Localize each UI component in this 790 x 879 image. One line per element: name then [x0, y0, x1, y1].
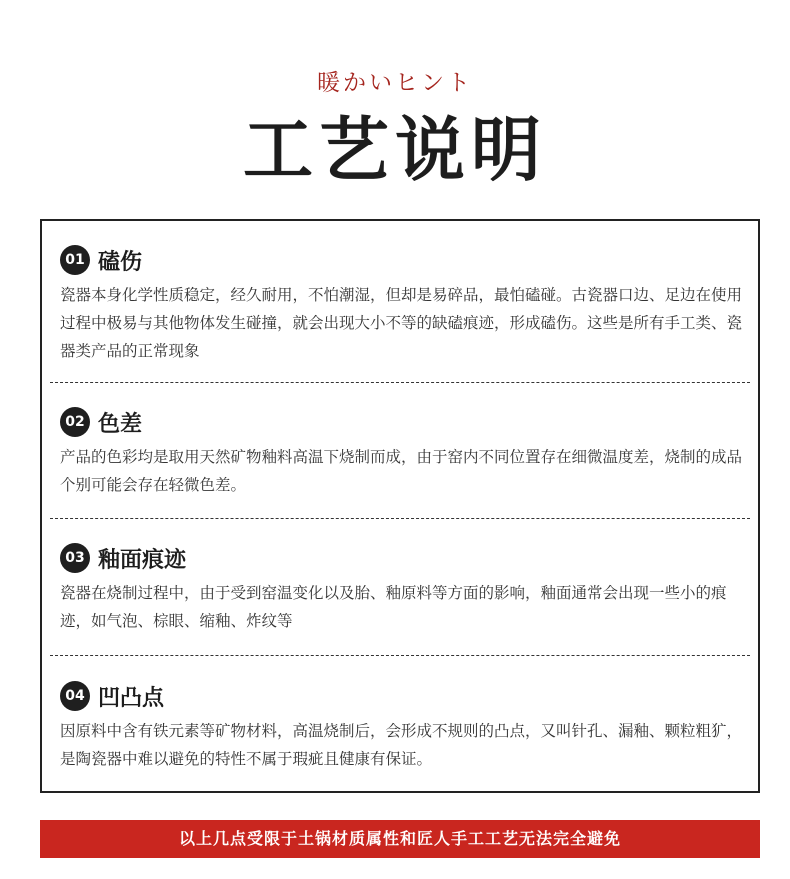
section-text: 瓷器在烧制过程中，由于受到窑温变化以及胎、釉原料等方面的影响，釉面通常会出现一些小的痕迹，如气泡、棕眼、缩釉、炸纹等 [60, 584, 727, 630]
section-header [60, 543, 186, 573]
section-number-badge: 02 [60, 407, 90, 437]
section-number-badge: 03 [60, 543, 90, 573]
footer-banner: 以上几点受限于土锅材质属性和匠人手工工艺无法完全避免 [40, 820, 760, 858]
section-text: 因原料中含有铁元素等矿物材料，高温烧制后，会形成不规则的凸点，又叫针孔、漏釉、颗粒粗犷，是陶瓷器中难以避免的特性不属于瑕疵且健康有保证。 [60, 722, 743, 768]
subtitle: 暖かいヒント [317, 70, 473, 96]
section-header [60, 245, 142, 275]
section-header [60, 407, 142, 437]
section-text: 瓷器本身化学性质稳定，经久耐用，不怕潮湿，但却是易碎品，最怕磕碰。古瓷器口边、足边在使用过程中极易与其他物体发生碰撞，就会出现大小不等的缺磕痕迹，形成磕伤。这些是所有手工类、瓷器类产品的正常现象 [60, 286, 743, 360]
section-title: 釉面痕迹 [98, 547, 187, 573]
header [0, 0, 790, 215]
section-header [60, 681, 164, 711]
section-title: 色差 [98, 411, 143, 437]
dashed-divider [50, 655, 750, 656]
page-title: 工艺说明 [243, 108, 547, 191]
section-title: 凹凸点 [98, 685, 165, 711]
section-number-badge: 04 [60, 681, 90, 711]
section-number-badge: 01 [60, 245, 90, 275]
process-notes-box [40, 219, 760, 793]
dashed-divider [50, 518, 750, 519]
section-text: 产品的色彩均是取用天然矿物釉料高温下烧制而成，由于窑内不同位置存在细微温度差，烧制的成品个别可能会存在轻微色差。 [60, 448, 743, 494]
section-title: 磕伤 [98, 249, 143, 275]
dashed-divider [50, 382, 750, 383]
